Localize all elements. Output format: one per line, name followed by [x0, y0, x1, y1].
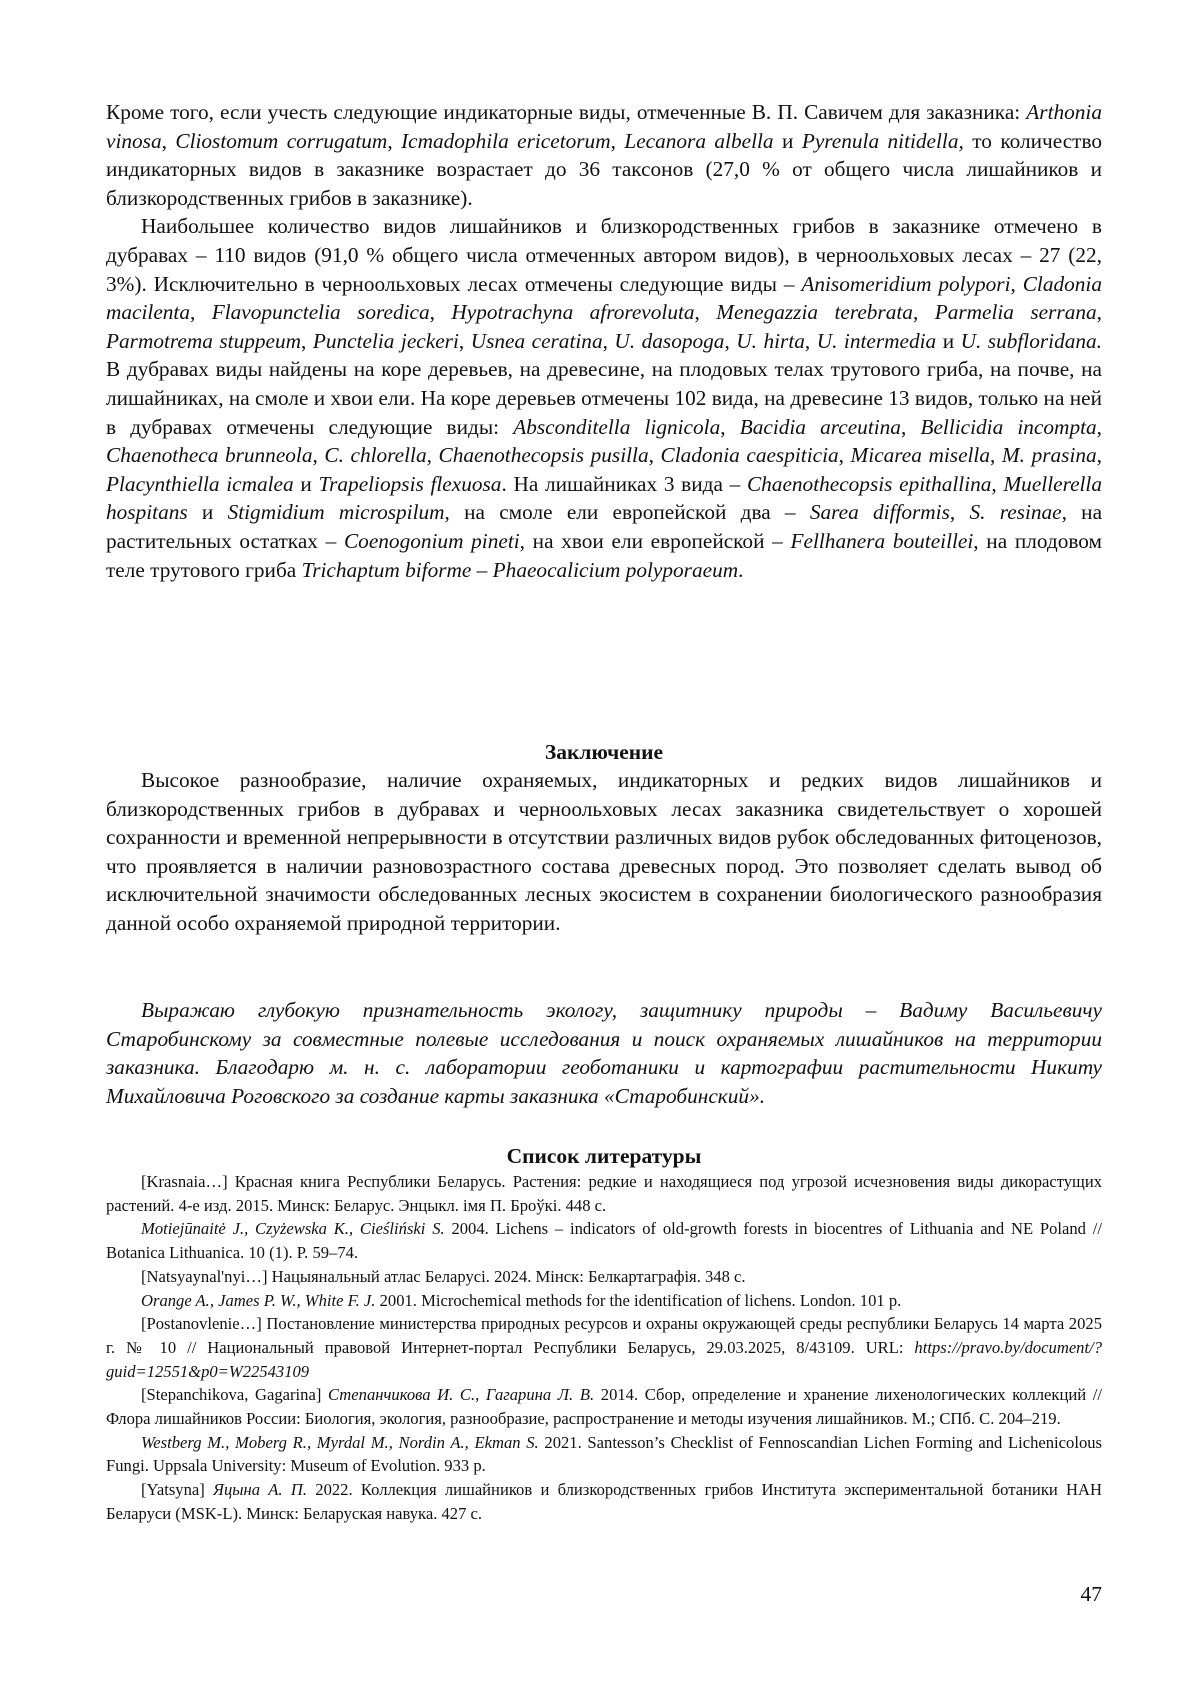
text-run: , [724, 328, 737, 353]
reference-item [106, 1289, 1102, 1313]
reference-item [106, 1312, 1102, 1383]
conclusion-paragraph: Высокое разнообразие, наличие охраняемых, индикаторных и редких видов лишайников и близкородственных грибов в дубравах и черноольховых лесах заказника свидетельствует о хорошей сохранности и временной непрерывности в отсутствии различных видов рубок обследованных фитоценозов, что проявляется в наличии разновозрастного состава древесных пород. Это позволяет сделать вывод об исключительной значимости обследованных лесных экосистем в сохранении биологического разнообразия данной особо охраняемой природной территории. [106, 768, 1102, 935]
text-run: – [471, 557, 493, 582]
species-name: Punctelia jeckeri [312, 328, 459, 353]
conclusion-heading: Заключение [544, 740, 664, 764]
species-name: Micarea misella [850, 443, 991, 468]
text-run: , [458, 328, 471, 353]
text-run: , [648, 443, 661, 468]
text-run: , [804, 328, 817, 353]
species-name: Chaenothecopsis pusilla [438, 443, 649, 468]
references-heading: Список литературы [506, 1144, 702, 1168]
species-name: Usnea ceratina [470, 328, 603, 353]
reference-item [106, 1265, 1102, 1289]
text-run: , [990, 443, 1002, 468]
reference-text: 2004. Lichens – indicators of old-growth forests in biocentres of Lithuania and NE Poland // Botanica Lithuanica. 10 (1). P. 59–74. [106, 1219, 1102, 1263]
species-name: Bellicidia incompta [920, 414, 1097, 439]
species-name: Placynthiella icmalea [106, 471, 294, 496]
species-name: S. resinae [969, 500, 1062, 525]
text-run: . На лишайниках 3 вида – [501, 471, 747, 496]
reference-key: [Yatsyna] [141, 1480, 214, 1500]
species-name: M. prasina [1001, 443, 1097, 468]
reference-authors: Motiejūnaitė J., Czyżewska K., Cieśliński S. [141, 1219, 445, 1239]
text-run: , [912, 300, 935, 325]
species-name: Parmelia serrana [934, 300, 1097, 325]
text-run: , на хвои ели европейской – [519, 528, 791, 553]
body-section [106, 98, 1102, 584]
species-name: Bacidia arceutina [739, 414, 901, 439]
text-run: и [936, 328, 961, 353]
species-name: Coenogonium pineti [343, 528, 520, 553]
reference-item [106, 1478, 1102, 1525]
acknowledgement-paragraph: Выражаю глубокую признательность экологу, защитнику природы – Вадиму Васильевичу Старобинскому за совместные полевые исследования и поиск охраняемых лишайников на территории заказника. Благодарю м. н. с. лаборатории геоботаники и картографии растительности Никиту Михайловича Роговского за создание карты заказника «Старобинский». [106, 998, 1102, 1108]
text-run: , [429, 300, 452, 325]
species-name: U. dasopoga [614, 328, 725, 353]
reference-authors: Orange A., James P. W., White F. J. [141, 1290, 376, 1310]
text-run: , [1096, 300, 1102, 325]
species-name: Trichaptum biforme [301, 557, 472, 582]
species-name: Anisomeridium polypori [801, 271, 1011, 296]
reference-text: [Natsyaynal'nyi…] Нацыянальный атлас Беларусі. 2024. Мінск: Белкартаграфія. 348 с. [141, 1266, 746, 1286]
text-run: , [1096, 414, 1102, 439]
page-number: 47 [1080, 1582, 1102, 1606]
text-run: и [187, 500, 228, 525]
species-name: Phaeocalicium polyporaeum [492, 557, 739, 582]
reference-text: [Postanovlenie…] Постановление министерства природных ресурсов и охраны окружающей среды республики Беларусь 14 марта 2025 г. № 10 // Национальный правовой Интернет-портал Республики Беларусь, 29.03.2025, 8/43109. URL: [106, 1314, 1102, 1357]
text-run: , на плодовом теле трутового гриба [106, 528, 1103, 582]
text-run: , [991, 471, 1004, 496]
text-run: , [602, 328, 615, 353]
text-run: то количество индикаторных видов в заказнике возрастает до 36 таксонов (27,0 % от общего числа лишайников и близкородственных грибов в заказнике). [106, 128, 1103, 210]
reference-text: 2001. Microchemical methods for the identification of lichens. London. 101 p. [375, 1290, 902, 1310]
species-name: Cliostomum corrugatum [175, 128, 388, 153]
species-name: Icmadophila ericetorum [401, 128, 611, 153]
text-run: , [900, 414, 921, 439]
species-name: C. chlorella [324, 443, 427, 468]
paragraph-indicator-species [106, 98, 1102, 212]
reference-authors: Яцына А. П. [213, 1480, 307, 1500]
species-name: Cladonia macilenta [106, 271, 1102, 325]
text-run: , [720, 414, 740, 439]
text-run: Кроме того, если учесть следующие индикаторные виды, отмеченные В. П. Савичем для заказника: [106, 100, 1027, 124]
text-run: , [161, 128, 176, 153]
text-run: , [1010, 271, 1023, 296]
species-name: Hypotrachyna afrorevoluta [451, 300, 695, 325]
reference-authors: Степанчикова И. С., Гагарина Л. В. [328, 1385, 595, 1405]
text-run: , [949, 500, 970, 525]
species-name: U. subfloridana. [960, 328, 1102, 353]
reference-item [106, 1170, 1102, 1217]
text-run: . [738, 557, 744, 582]
conclusion-section [106, 738, 1102, 938]
text-run: , [694, 300, 717, 325]
species-name: Stigmidium microspilum [227, 500, 445, 525]
reference-url-link[interactable]: https://pravo.by/document/?guid=12551&p0=W22543109 [106, 1337, 1102, 1381]
text-run: , [301, 328, 313, 353]
reference-key: [Stepanchikova, Gagarina] [141, 1385, 328, 1405]
text-run: и [293, 471, 319, 496]
species-name: U. hirta [736, 328, 805, 353]
text-run: , [387, 128, 402, 153]
paragraph-habitats [106, 212, 1102, 584]
text-run: , [610, 128, 625, 153]
reference-authors: Westberg M., Moberg R., Myrdal M., Nordin A., Ekman S. [141, 1432, 539, 1452]
text-run: и [773, 128, 802, 153]
text-run: Наибольшее количество видов лишайников и близкородственных грибов в заказнике отмечено в дубравах – 110 видов (91,0 % общего числа отмеченных автором видов), в черноольховых лесах – 27 (22, 3%). Исключительно в черноольховых лесах отмечены следующие виды – [106, 214, 1102, 296]
species-name: Sarea difformis [809, 500, 950, 525]
species-name: Pyrenula nitidella, [801, 128, 964, 153]
species-name: U. intermedia [816, 328, 937, 353]
reference-text: 2022. Коллекция лишайников и близкородственных грибов Института экспериментальной ботаники НАН Беларуси (MSK-L). Минск: Беларуская навука. 427 с. [106, 1480, 1102, 1523]
text-run: В дубравах виды найдены на коре деревьев, на древесине, на плодовых телах трутового гриба, на почве, на лишайниках, на смоле и хвои ели. На коре деревьев отмечены 102 вида, на древесине 13 видов, только на ней в дубравах отмечены следующие виды: [106, 357, 1102, 439]
text-run: , [1096, 443, 1102, 468]
reference-item [106, 1217, 1102, 1264]
species-name: Fellhanera bouteillei [790, 528, 974, 553]
species-name: Lecanora albella [624, 128, 774, 153]
reference-text: 2014. Сбор, определение и хранение лихенологических коллекций // Флора лишайников России: Биология, экология, разнообразие, распространение и методы изучения лишайников. М.; СПб. С. 204–219. [106, 1385, 1102, 1429]
references-section [106, 1142, 1102, 1526]
text-run: , на растительных остатках – [106, 500, 1103, 553]
text-run: , [312, 443, 325, 468]
species-name: Menegazzia terebrata [716, 300, 913, 325]
text-run: , [838, 443, 851, 468]
reference-text: [Krasnaia…] Красная книга Республики Беларусь. Растения: редкие и находящиеся под угрозой исчезновения виды дикорастущих растений. 4-е изд. 2015. Минск: Беларус. Энцыкл. імя П. Броўкі. 448 с. [106, 1172, 1102, 1215]
species-name: Arthonia vinosa [106, 100, 1102, 153]
reference-item [106, 1383, 1102, 1430]
species-name: Muellerella hospitans [106, 471, 1102, 525]
species-name: Parmotrema stuppeum [106, 328, 301, 353]
text-run: , [426, 443, 439, 468]
species-name: Flavopunctelia soredica [211, 300, 430, 325]
text-run: , на смоле ели европейской два – [444, 500, 810, 525]
species-name: Cladonia caespiticia [660, 443, 839, 468]
species-name: Chaenotheca brunneola [106, 443, 313, 468]
reference-text: 2021. Santesson’s Checklist of Fennoscandian Lichen Forming and Lichenicolous Fungi. Uppsala University: Museum of Evolution. 933 p. [106, 1432, 1102, 1476]
species-name: Trapeliopsis flexuosa [318, 471, 502, 496]
reference-item [106, 1431, 1102, 1478]
species-name: Absconditella lignicola [513, 414, 721, 439]
acknowledgement-section [106, 996, 1102, 1110]
text-run: , [189, 300, 212, 325]
species-name: Chaenothecopsis epithallina [746, 471, 992, 496]
